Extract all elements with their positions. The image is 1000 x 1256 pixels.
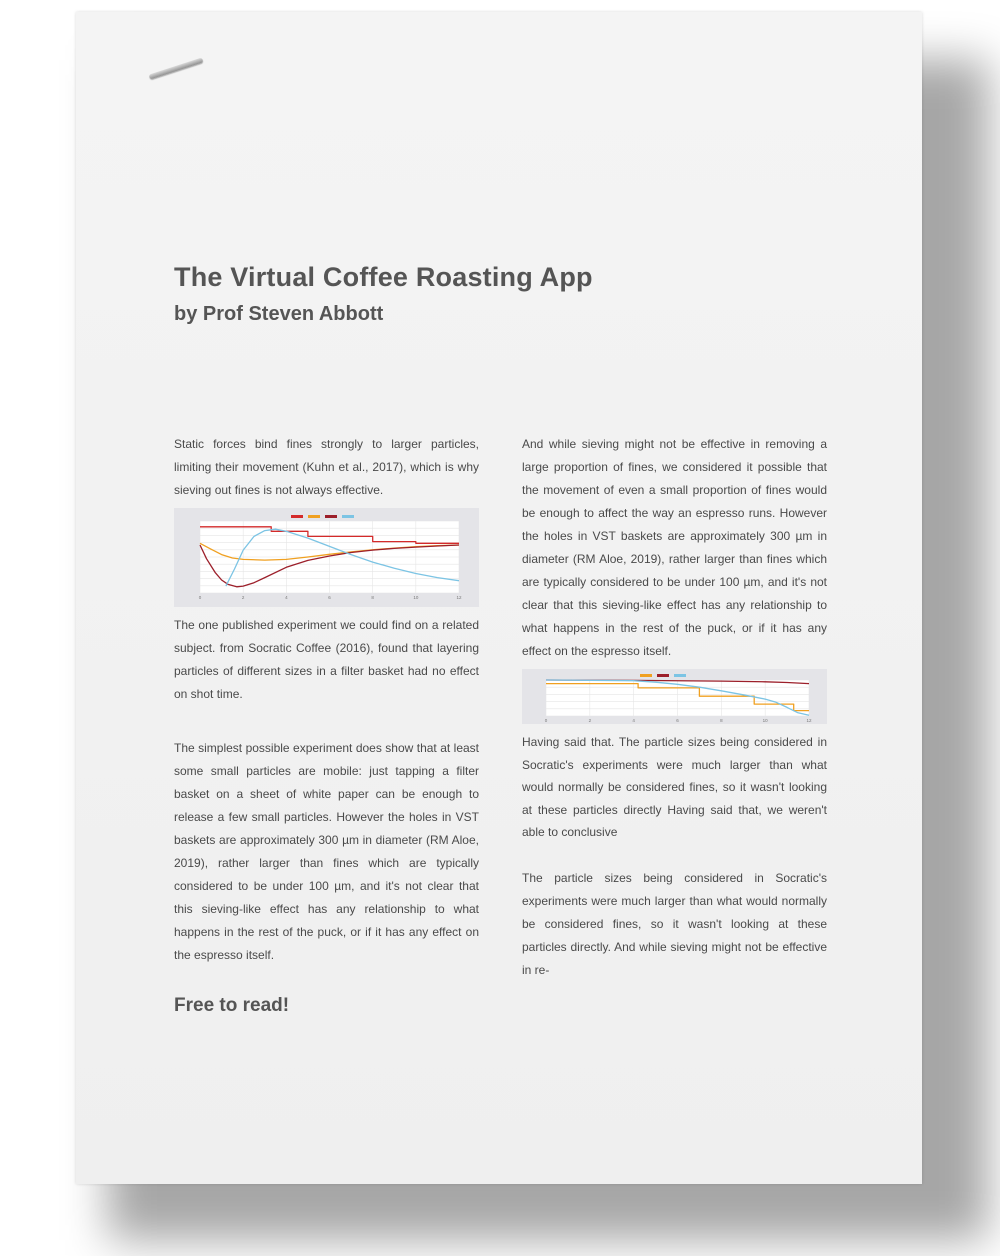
x-tick-label: 10 xyxy=(413,595,419,600)
temperature-chart xyxy=(174,508,479,607)
x-tick-label: 4 xyxy=(285,595,288,600)
legend-swatch xyxy=(640,674,652,677)
legend-swatch xyxy=(325,515,337,518)
paragraph-text: Having said that. The particle sizes being considered in Socratic's experiments were much larger than what would normally be considered fines, so it wasn't looking at these particles directly Having said that, we weren't able to conclusive xyxy=(522,735,827,839)
right-column-paragraph-1 xyxy=(522,433,827,663)
paragraph-text: The one published experiment we could find on a related subject. from Socratic Coffee (2016), found that layering particles of different sizes in a filter basket had no effect on shot time. xyxy=(174,618,479,701)
x-tick-label: 0 xyxy=(198,595,202,600)
x-tick-label: 2 xyxy=(588,718,592,723)
legend-swatch xyxy=(657,674,669,677)
x-tick-label: 12 xyxy=(456,595,462,600)
x-tick-label: 8 xyxy=(720,718,723,723)
x-tick-label: 2 xyxy=(241,595,245,600)
left-column-paragraph-2 xyxy=(174,614,479,706)
paragraph-text: The simplest possible experiment does show that at least some small particles are mobile: just tapping a filter basket on a sheet of white paper can be enough to release a few small particles. However the holes in VST baskets are approximately 300 µm in diameter (RM Aloe, 2019), rather larger than fines which are typically considered to be under 100 µm, and it's not clear that this sieving-like effect has any relationship to what happens in the rest of the puck, or if it has any effect on the espresso itself. xyxy=(174,741,479,962)
moisture-chart xyxy=(522,669,827,724)
paragraph-text: The particle sizes being considered in Socratic's experiments were much larger than what would normally be considered fines, so it wasn't looking at these particles directly. And while sieving might not be effective in re- xyxy=(522,871,827,977)
paragraph-text: Static forces bind fines strongly to larger particles, limiting their movement (Kuhn et al., 2017), which is why sieving out fines is not always effective. xyxy=(174,437,479,497)
x-tick-label: 8 xyxy=(371,595,374,600)
x-tick-label: 10 xyxy=(762,718,768,723)
legend-swatch xyxy=(291,515,303,518)
x-tick-label: 4 xyxy=(632,718,635,723)
temperature-chart-svg xyxy=(174,508,479,607)
left-column-paragraph-1 xyxy=(174,433,479,502)
legend-swatch xyxy=(308,515,320,518)
moisture-chart-svg xyxy=(522,669,827,724)
right-column-paragraph-3 xyxy=(522,867,827,982)
legend-swatch xyxy=(342,515,354,518)
right-column-paragraph-2 xyxy=(522,731,827,844)
x-tick-label: 6 xyxy=(328,595,331,600)
legend-swatch xyxy=(674,674,686,677)
x-tick-label: 12 xyxy=(806,718,812,723)
left-column-paragraph-3 xyxy=(174,737,479,967)
free-to-read-heading: Free to read! xyxy=(174,995,290,1016)
document-title: The Virtual Coffee Roasting App xyxy=(174,262,593,292)
x-tick-label: 6 xyxy=(676,718,679,723)
x-tick-label: 0 xyxy=(544,718,548,723)
paragraph-text: And while sieving might not be effective in removing a large proportion of fines, we considered it possible that the movement of even a small proportion of fines would be enough to affect the way an espresso runs. However the holes in VST baskets are approximately 300 µm in diameter (RM Aloe, 2019), rather larger than fines which are typically considered to be under 100 µm, and it's not clear that this sieving-like effect has any relationship to what happens in the rest of the puck, or if it has any effect on the espresso itself. xyxy=(522,437,827,658)
document-author: by Prof Steven Abbott xyxy=(174,303,384,325)
